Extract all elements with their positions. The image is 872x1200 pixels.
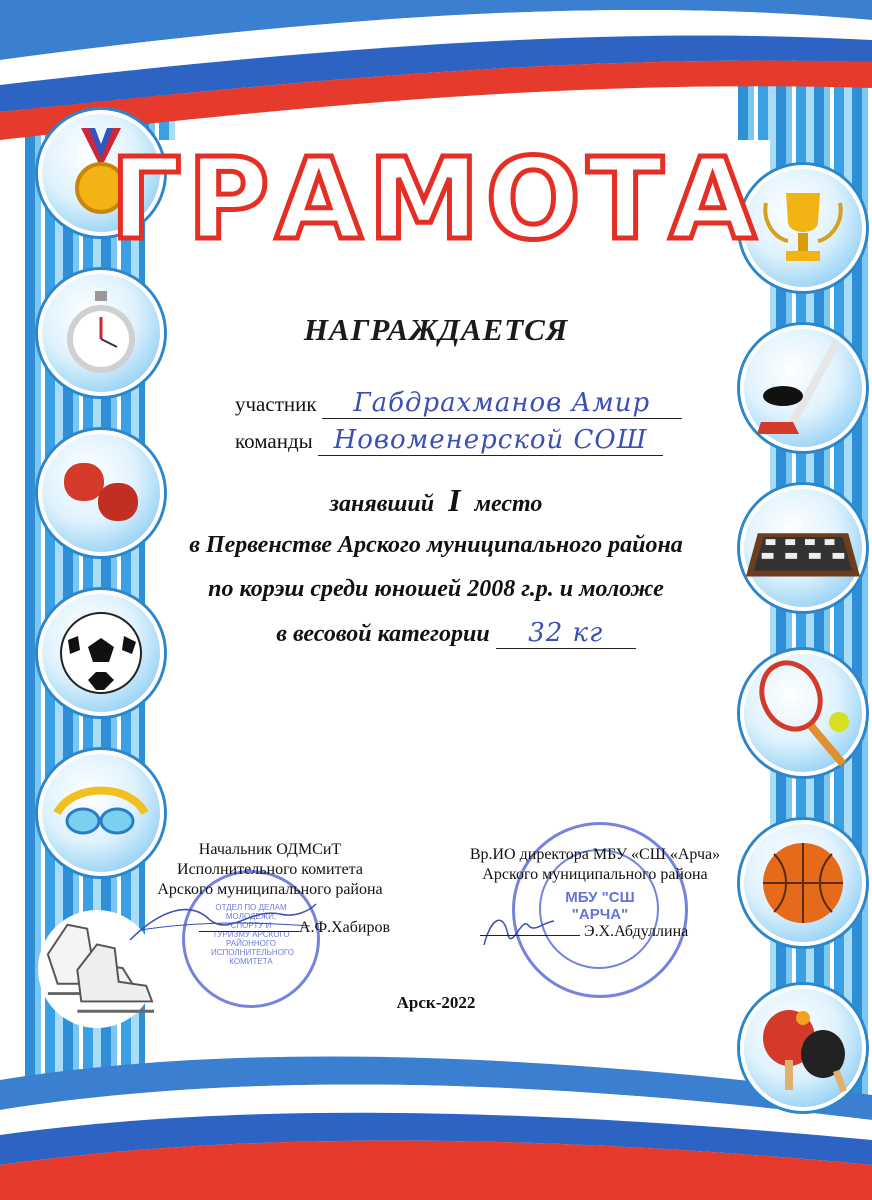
weight-label: в весовой категории — [276, 621, 490, 647]
awarded-heading: НАГРАЖДАЕТСЯ — [303, 312, 569, 347]
place-suffix: место — [474, 491, 543, 517]
tennis-racket-icon — [740, 650, 866, 776]
left-stamp-text: ОТДЕЛ ПО ДЕЛАМ МОЛОДЕЖИ, СПОРТУ И ТУРИЗМУ АРСКОГО РАЙОННОГО ИСПОЛНИТЕЛЬНОГО КОМИТЕТА — [211, 903, 295, 966]
soccer-ball-icon — [38, 590, 164, 716]
left-signer-name: А.Ф.Хабиров — [298, 919, 390, 936]
participant-line — [235, 388, 682, 419]
left-signer-title-3: Арского муниципального района — [157, 881, 383, 898]
place-number: I — [448, 482, 461, 518]
certificate-title: ГРАМОТА — [110, 135, 762, 265]
team-label: команды — [235, 429, 313, 453]
place-prefix: занявший — [329, 491, 435, 517]
place-line — [0, 482, 872, 519]
footer-place-year: Арск-2022 — [396, 993, 476, 1012]
participant-name: Габдрахманов Амир — [322, 388, 682, 419]
competition-line-1: в Первенстве Арского муниципального района — [189, 532, 683, 558]
right-signer-name: Э.Х.Абдуллина — [584, 923, 689, 940]
left-signer-title-1: Начальник ОДМСиТ — [198, 841, 342, 858]
signature-block-right — [445, 845, 745, 885]
right-signer-title-2: Арского муниципального района — [482, 866, 708, 883]
basketball-icon — [740, 820, 866, 946]
right-signature-underline — [480, 935, 580, 936]
left-signature-underline — [199, 931, 299, 932]
left-signer-title-2: Исполнительного комитета — [177, 861, 363, 878]
participant-label: участник — [235, 392, 317, 416]
left-signer-name-line — [180, 918, 390, 938]
team-name: Новоменерской СОШ — [318, 425, 663, 456]
team-line — [235, 425, 663, 456]
competition-line-2: по корэш среди юношей 2008 г.р. и моложе — [208, 576, 664, 602]
right-signer-title-1: Вр.ИО директора МБУ «СШ «Арча» — [469, 846, 721, 863]
right-signer-name-line — [480, 922, 720, 942]
right-stamp-text: МБУ "СШ "АРЧА" — [565, 889, 635, 923]
weight-value: 32 кг — [496, 618, 636, 649]
weight-line — [20, 618, 872, 649]
